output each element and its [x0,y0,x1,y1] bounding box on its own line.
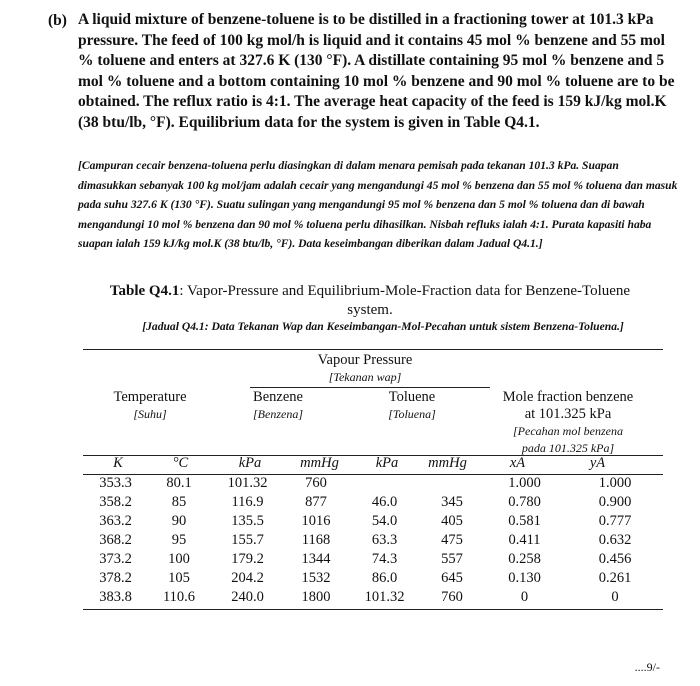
table-title-rest: : Vapor-Pressure and Equilibrium-Mole-Fraction data for Benzene-Toluene system. [179,283,631,318]
table-cell: 877 [305,494,327,510]
unit-kpa-benzene: kPa [238,455,262,471]
table-cell: 0.411 [508,532,541,548]
mole-fraction-text: Mole fraction benzene [502,389,634,405]
table-cell: 179.2 [231,551,264,567]
table-cell: 557 [441,551,463,567]
table-cell: 760 [305,475,327,491]
mole-fraction-header [478,389,658,457]
table-cell: 1800 [301,589,331,605]
table-row [83,512,663,531]
table-cell: 155.7 [231,532,264,548]
table-cell: 0.258 [508,551,541,567]
table-row [83,493,663,512]
benzene-malay: [Benzena] [253,407,303,421]
temperature-header [90,389,210,423]
table-cell: 378.2 [99,570,132,586]
table-cell: 645 [441,570,463,586]
question-label: (b) [48,12,67,29]
table-cell: 63.3 [371,532,398,548]
table-cell: 1168 [301,532,331,548]
unit-c: °C [172,455,189,471]
table-cell: 405 [441,513,463,529]
table-cell: 1.000 [598,475,632,491]
table-cell: 368.2 [99,532,132,548]
table-cell: 1.000 [508,475,541,491]
table-cell: 116.9 [231,494,264,510]
toluene-header [362,389,462,423]
unit-mmhg-toluene: mmHg [428,455,467,471]
question-malay-text: [Campuran cecair benzena-toluena perlu diasingkan di dalam menara pemisah pada tekanan 101.3 kPa. Suapan dimasukkan sebanyak 100 kg mol/jam adalah cecair yang mengandungi 45 mol % benzena dan 55 mol % toluena dan masuk pada suhu 327.6 K (130 °F). Suatu sulingan yang mengandungi 95 mol % benzena dan 5 mol % toluena dan di bawah mengandungi 10 mol % benzena dan 90 mol % toluena perlu dihasilkan. Nisbah refluks ialah 4:1. Purata kapasiti haba suapan ialah 159 kJ/kg mol.K (38 btu/lb, °F). Data keseimbangan diberikan dalam Jadual Q4.1.] [78,159,678,251]
table-cell: 85 [171,494,187,510]
table-cell: 90 [171,513,187,529]
table-cell: 353.3 [99,475,132,491]
table-cell [347,474,422,493]
benzene-header [228,389,328,423]
vapour-header-text: Vapour Pressure [317,352,413,368]
table-cell: 240.0 [231,589,264,605]
table-row [83,531,663,550]
table-row [83,550,663,569]
vapour-header-malay: [Tekanan wap] [328,370,402,384]
table-bottom-rule [83,609,663,610]
unit-kpa-toluene: kPa [375,455,399,471]
table-cell: 0.130 [508,570,541,586]
table-cell: 46.0 [371,494,398,510]
table-cell: 95 [171,532,187,548]
vapour-pressure-header [290,352,440,386]
table-top-rule [83,349,663,350]
table-cell: 0 [611,589,619,605]
toluene-text: Toluene [388,389,436,405]
table-cell: 0.581 [508,513,541,529]
table-cell: 0.780 [508,494,541,510]
table-cell: 1344 [301,551,331,567]
table-cell [422,474,482,493]
question-text: A liquid mixture of benzene-toluene is to be distilled in a fractioning tower at 101.3 kPa pressure. The feed of 100 kg mol/h is liquid and it contains 45 mol % benzene and 55 mol % toluene and enters at 327.6 K (130 °F). A distillate containing 95 mol % benzene and 5 mol % toluene and a bottom containing 10 mol % benzene and 90 mol % toluene are to be obtained. The reflux ratio is 4:1. The average heat capacity of the feed is 159 kJ/kg mol.K (38 btu/lb, °F). Equilibrium data for the system is given in Table Q4.1. [78,11,675,131]
table-cell: 101.32 [227,475,268,491]
unit-k: K [113,455,123,471]
table-cell: 1532 [301,570,331,586]
page-footer: ....9/- [634,660,660,674]
table-cell: 86.0 [371,570,398,586]
table-cell: 80.1 [166,475,192,491]
mole-fraction-malay: [Pecahan mol benzena [513,424,623,438]
table-cell: 74.3 [371,551,398,567]
table-cell: 383.8 [99,589,132,605]
table-title [100,282,640,320]
temperature-text: Temperature [113,389,187,405]
table-title-label: Table Q4.1 [109,283,180,299]
table-cell: 0 [520,589,529,605]
table-cell: 1016 [301,513,331,529]
table-cell: 0.456 [598,551,632,567]
table-row [83,474,663,493]
mole-fraction-malay2: pada 101.325 kPa] [521,441,615,455]
table-cell: 100 [168,551,190,567]
vapour-underline [250,387,490,388]
unit-mmhg-benzene: mmHg [300,455,339,471]
table-cell: 475 [441,532,463,548]
mole-fraction-at: at 101.325 kPa [524,406,612,422]
table-row [83,588,663,607]
table-cell: 0.900 [598,494,632,510]
table-cell: 760 [441,589,463,605]
table-cell: 101.32 [364,589,405,605]
table-cell: 0.777 [598,513,632,529]
table-cell: 373.2 [99,551,132,567]
table-cell: 204.2 [231,570,264,586]
table-cell: 54.0 [371,513,398,529]
table-cell: 135.5 [231,513,264,529]
table-subtitle: [Jadual Q4.1: Data Tekanan Wap dan Keseimbangan-Mol-Pecahan untuk sistem Benzena-Toluena.] [142,320,624,333]
table-cell: 0.261 [598,570,632,586]
unit-xa: xA [509,455,526,471]
table-cell: 105 [168,570,190,586]
table-cell: 358.2 [99,494,132,510]
unit-ya: yA [589,455,606,471]
equilibrium-data-table [83,474,663,607]
toluene-malay: [Toluena] [388,407,436,421]
benzene-text: Benzene [253,389,303,405]
table-cell: 110.6 [162,589,196,605]
table-cell: 363.2 [99,513,132,529]
temperature-malay: [Suhu] [133,407,167,421]
table-row [83,569,663,588]
table-cell: 345 [441,494,463,510]
table-cell: 0.632 [598,532,632,548]
